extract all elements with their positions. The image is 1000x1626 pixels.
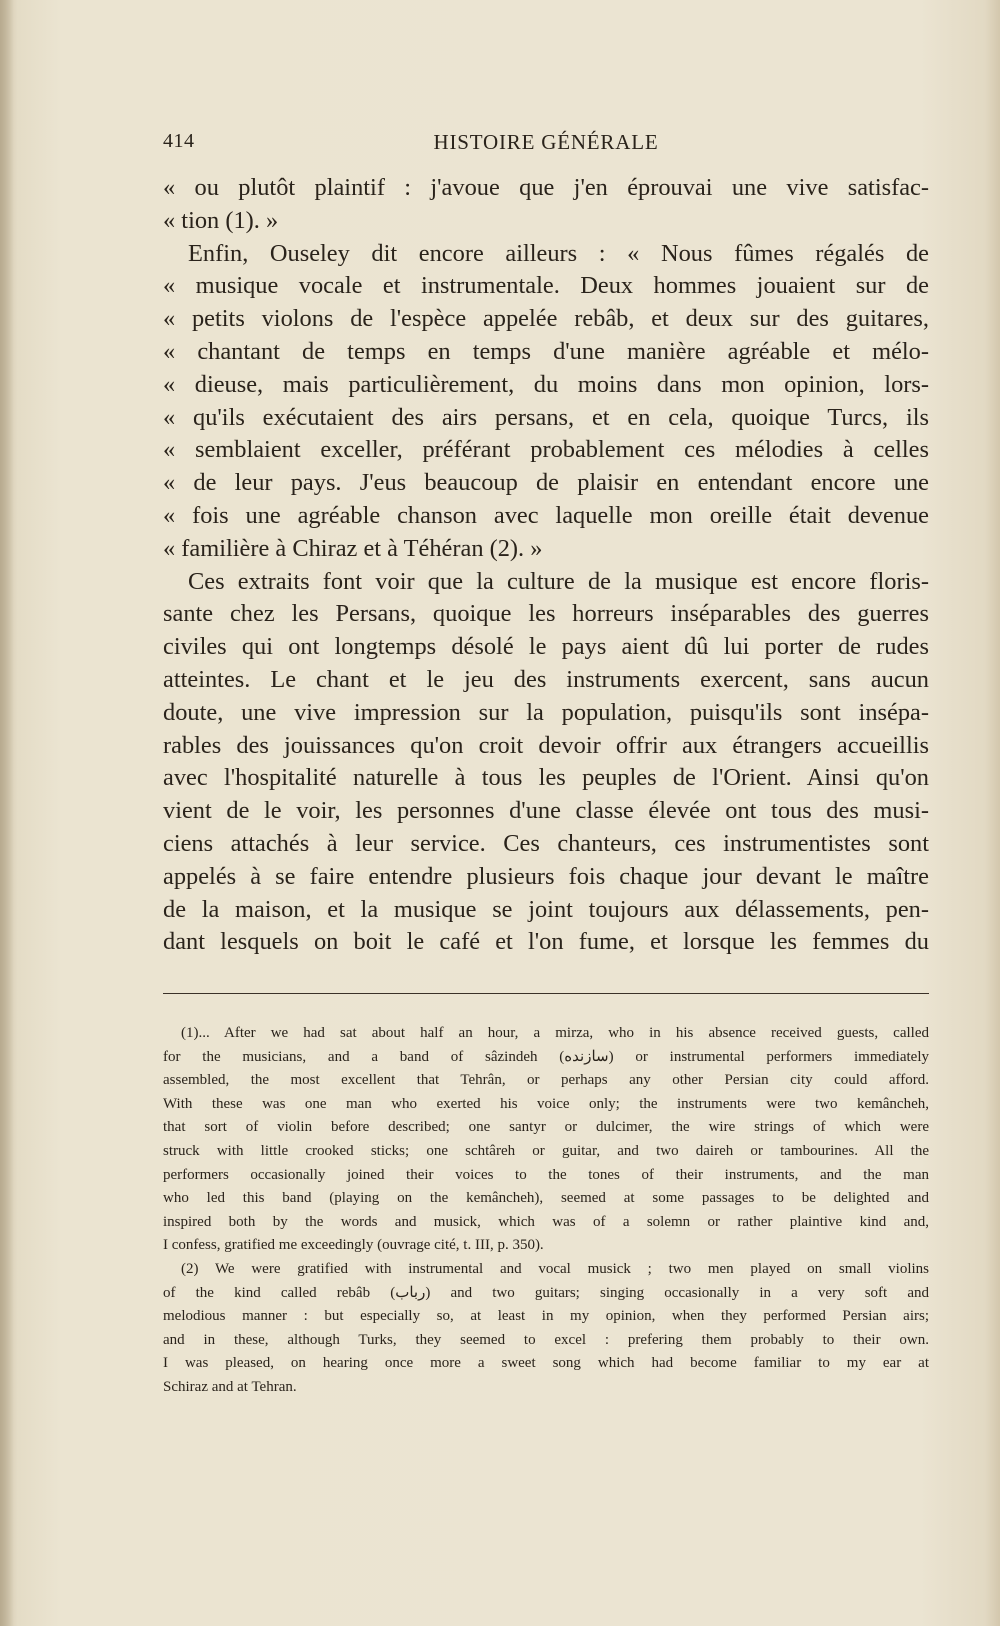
footnote-line: Schiraz and at Tehran.: [163, 1378, 297, 1395]
body-line: « qu'ils exécutaient des airs persans, et en cela, quoique Turcs, ils: [163, 403, 929, 431]
body-line: « chantant de temps en temps d'une manière agréable et mélo-: [163, 337, 929, 365]
footnote-line: for the musicians, and a band of sâzindeh (سازنده) or instrumental performers immediately: [163, 1048, 929, 1065]
body-line: « musique vocale et instrumentale. Deux hommes jouaient sur de: [163, 272, 929, 300]
body-line: Ces extraits font voir que la culture de la musique est encore floris-: [188, 567, 929, 595]
footnote-line: and in these, although Turks, they seemed to excel : prefering them probably to their own.: [163, 1331, 929, 1348]
body-line: appelés à se faire entendre plusieurs fois chaque jour devant le maître: [163, 862, 929, 890]
running-title: HISTOIRE GÉNÉRALE: [433, 130, 659, 154]
body-line: « ou plutôt plaintif : j'avoue que j'en éprouvai une vive satisfac-: [163, 174, 929, 201]
body-line: « petits violons de l'espèce appelée rebâb, et deux sur des guitares,: [163, 305, 929, 333]
body-line: avec l'hospitalité naturelle à tous les peuples de l'Orient. Ainsi qu'on: [163, 764, 929, 792]
body-line: Enfin, Ouseley dit encore ailleurs : « Nous fûmes régalés de: [188, 239, 929, 267]
footnote-line: I was pleased, on hearing once more a sweet song which had become familiar to my ear at: [163, 1355, 929, 1372]
footnote-line: (1)... After we had sat about half an hour, a mirza, who in his absence received guests, called: [181, 1025, 929, 1041]
footnote-line: performers occasionally joined their voices to the tones of their instruments, and the man: [163, 1166, 929, 1183]
body-line: sante chez les Persans, quoique les horreurs inséparables des guerres: [163, 600, 929, 628]
footnote-line: of the kind called rebâb (رباب) and two guitars; singing occasionally in a very soft and: [163, 1284, 929, 1301]
page-number: 414: [163, 130, 195, 152]
footnote-line: struck with little crooked sticks; one schtâreh or guitar, and two daireh or tambourines. All the: [163, 1142, 929, 1159]
body-line: dant lesquels on boit le café et l'on fume, et lorsque les femmes du: [163, 928, 929, 956]
body-line: « dieuse, mais particulièrement, du moins dans mon opinion, lors-: [163, 370, 929, 398]
body-line: « semblaient exceller, préférant probablement ces mélodies à celles: [163, 436, 929, 464]
body-line: « fois une agréable chanson avec laquelle mon oreille était devenue: [163, 501, 929, 529]
body-line: civiles qui ont longtemps désolé le pays aient dû lui porter de rudes: [163, 633, 929, 661]
footnote-line: assembled, the most excellent that Tehrân, or perhaps any other Persian city could afford.: [163, 1072, 929, 1089]
footnote-divider: [163, 993, 929, 994]
footnotes: [163, 1022, 929, 1400]
footnote-line: I confess, gratified me exceedingly (ouvrage cité, t. III, p. 350).: [163, 1237, 544, 1254]
body-line: « tion (1). »: [163, 206, 279, 234]
page-header: [163, 130, 929, 164]
footnote-line: inspired both by the words and musick, which was of a solemn or rather plaintive kind and,: [163, 1213, 929, 1230]
body-line: de la maison, et la musique se joint toujours aux délassements, pen-: [163, 895, 929, 923]
footnote-line: that sort of violin before described; one santyr or dulcimer, the wire strings of which were: [163, 1119, 929, 1136]
footnote-line: (2) We were gratified with instrumental and vocal musick ; two men played on small violins: [181, 1260, 929, 1277]
footnote-line: who led this band (playing on the kemâncheh), seemed at some passages to be delighted and: [163, 1190, 929, 1207]
body-text: [163, 172, 929, 959]
body-line: ciens attachés à leur service. Ces chanteurs, ces instrumentistes sont: [163, 829, 929, 857]
body-line: vient de le voir, les personnes d'une classe élevée ont tous des musi-: [163, 797, 929, 825]
body-line: doute, une vive impression sur la population, puisqu'ils sont insépa-: [163, 698, 929, 726]
footnote-line: With these was one man who exerted his voice only; the instruments were two kemâncheh,: [163, 1095, 929, 1112]
body-line: « de leur pays. J'eus beaucoup de plaisir en entendant encore une: [163, 469, 929, 497]
footnote-line: melodious manner : but especially so, at least in my opinion, when they performed Persian airs;: [163, 1308, 929, 1325]
page-gutter-shadow: [0, 0, 14, 1626]
body-line: atteintes. Le chant et le jeu des instruments exercent, sans aucun: [163, 665, 929, 693]
body-line: « familière à Chiraz et à Téhéran (2). »: [163, 534, 543, 562]
body-line: rables des jouissances qu'on croit devoir offrir aux étrangers accueillis: [163, 731, 929, 759]
